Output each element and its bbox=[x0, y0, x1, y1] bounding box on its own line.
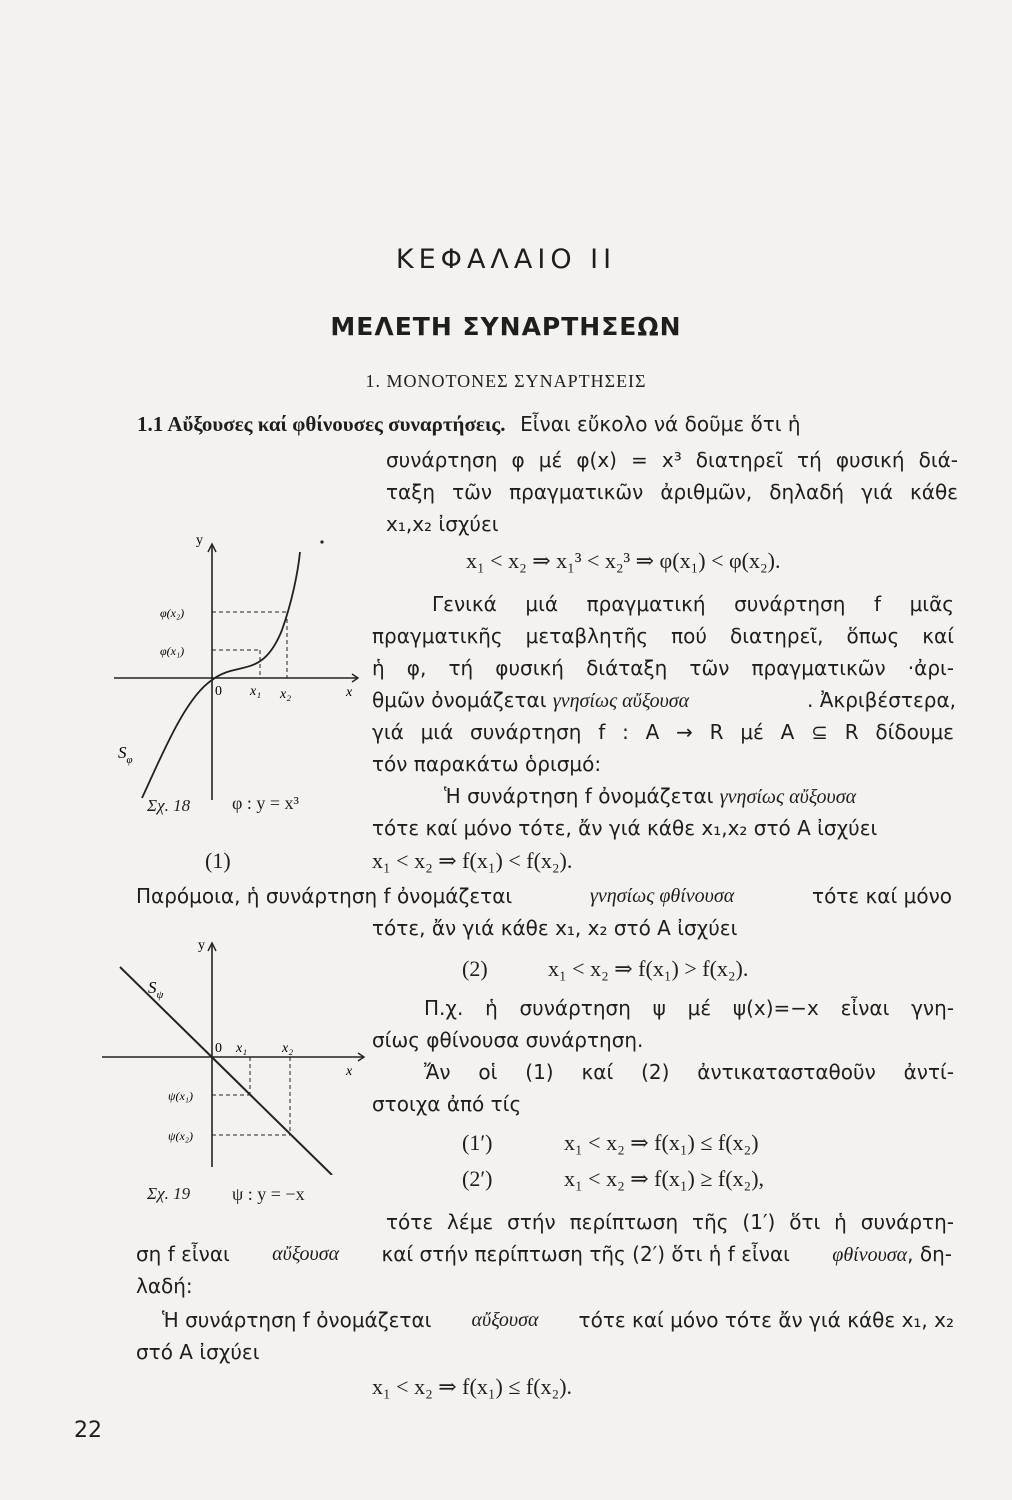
text-line: συνάρτηση φ μέ φ(x) = x³ διατηρεῖ τή φυσική διά- bbox=[386, 448, 958, 472]
emphasis: γνησίως αὔξουσα bbox=[719, 786, 857, 808]
emphasis: γνησίως φθίνουσα bbox=[590, 885, 735, 907]
y-label: y bbox=[198, 938, 205, 953]
text-span: θμῶν ὀνομάζεται bbox=[372, 688, 547, 712]
x1-label: x₁ bbox=[250, 684, 262, 699]
graph-label-sub: ψ bbox=[156, 989, 164, 1001]
formula: x₁ < x₂ ⇒ f(x₁) ≤ f(x₂) bbox=[564, 1130, 759, 1155]
text-line: τότε, ἄν γιά κάθε x₁, x₂ στό A ἰσχύει bbox=[372, 916, 738, 940]
origin-label: 0 bbox=[215, 1041, 222, 1056]
text-line: στό A ἰσχύει bbox=[136, 1340, 260, 1364]
text-line: τότε καί μόνο τότε, ἄν γιά κάθε x₁,x₂ στό A ἰσχύει bbox=[372, 816, 878, 840]
cubic-curve bbox=[142, 552, 300, 798]
section-heading: 1. ΜΟΝΟΤΟΝΕΣ ΣΥΝΑΡΤΗΣΕΙΣ bbox=[365, 371, 647, 391]
chapter-heading: ΚΕΦΑΛΑΙΟ ΙΙ bbox=[395, 244, 617, 275]
text-line bbox=[136, 880, 952, 912]
y-label: y bbox=[196, 533, 203, 548]
text-line: Γενικά μιά πραγματική συνάρτηση f μιᾶς bbox=[432, 592, 954, 616]
subsection-line bbox=[137, 412, 801, 437]
text-span: Ἡ συνάρτηση f ὀνομάζεται bbox=[444, 784, 714, 808]
psi-x2-label: ψ(x₂) bbox=[168, 1129, 193, 1143]
x1-label: x₁ bbox=[236, 1041, 248, 1056]
stray-dot bbox=[320, 540, 323, 543]
text-line: πραγματικῆς μεταβλητῆς πού διατηρεῖ, ὅπως καί bbox=[372, 624, 954, 648]
text-span: Ἡ συνάρτηση f ὀνομάζεται bbox=[162, 1308, 432, 1332]
text-line: x₁,x₂ ἰσχύει bbox=[386, 512, 499, 536]
x-label: x bbox=[346, 685, 353, 700]
formula: x₁ < x₂ ⇒ f(x₁) ≥ f(x₂), bbox=[564, 1166, 765, 1191]
eq-label: (1′) bbox=[462, 1130, 493, 1155]
graph-label-sub: φ bbox=[126, 754, 133, 766]
chapter-title: ΜΕΛΕΤΗ ΣΥΝΑΡΤΗΣΕΩΝ bbox=[330, 312, 682, 341]
text-line: σίως φθίνουσα συνάρτηση. bbox=[372, 1028, 644, 1052]
subsection-heading: 1.1 Αὔξουσες καί φθίνουσες συναρτήσεις. bbox=[137, 412, 506, 436]
emphasis: αὔξουσα bbox=[471, 1309, 539, 1331]
text-line: γιά μιά συνάρτηση f : A → R μέ A ⊆ R δίδουμε bbox=[372, 720, 954, 744]
text-span: . Ἀκριβέστερα, bbox=[807, 688, 956, 712]
text-line bbox=[372, 684, 956, 717]
figure-18-caption-number: Σχ. 18 bbox=[147, 796, 191, 815]
phi-x1-label: φ(x₁) bbox=[160, 644, 185, 658]
text-line: Ἄν οἱ (1) καί (2) ἀντικατασταθοῦν ἀντί- bbox=[424, 1060, 954, 1084]
eq-label: (1) bbox=[205, 848, 231, 873]
x-label: x bbox=[346, 1064, 353, 1079]
figure-19-caption-number: Σχ. 19 bbox=[147, 1184, 191, 1203]
text-line bbox=[444, 780, 856, 813]
formula: x₁ < x₂ ⇒ f(x₁) ≤ f(x₂). bbox=[372, 1374, 573, 1399]
text-line bbox=[136, 1238, 952, 1271]
text-span: Παρόμοια, ἡ συνάρτηση f ὀνομάζεται bbox=[136, 884, 513, 908]
figure-19 bbox=[96, 935, 376, 1175]
text-span: τότε καί μόνο τότε ἄν γιά κάθε x₁, x₂ bbox=[578, 1308, 954, 1332]
x2-label: x₂ bbox=[282, 1041, 294, 1056]
eq-label: (2′) bbox=[462, 1166, 493, 1191]
graph-label-main: S bbox=[148, 978, 157, 997]
formula: x₁ < x₂ ⇒ f(x₁) > f(x₂). bbox=[548, 956, 749, 981]
formula: x₁ < x₂ ⇒ f(x₁) < f(x₂). bbox=[372, 848, 573, 873]
decreasing-line bbox=[120, 967, 332, 1175]
text-line bbox=[162, 1304, 954, 1336]
figure-19-caption-function: ψ : y = −x bbox=[232, 1184, 305, 1204]
text-line: ταξη τῶν πραγματικῶν ἀριθμῶν, δηλαδή γιά κάθε bbox=[386, 480, 958, 504]
text-span: ση f εἶναι bbox=[136, 1242, 230, 1266]
text-line: τόν παρακάτω ὁρισμό: bbox=[372, 752, 602, 776]
text-line: στοιχα ἀπό τίς bbox=[372, 1092, 522, 1116]
page-number: 22 bbox=[74, 1418, 102, 1443]
text-line: Εἶναι εὔκολο νά δοῦμε ὅτι ἡ bbox=[520, 412, 801, 436]
text-line: Π.χ. ἡ συνάρτηση ψ μέ ψ(x)=−x εἶναι γνη- bbox=[424, 996, 954, 1020]
figure-18-caption-function: φ : y = x³ bbox=[232, 793, 299, 813]
emphasis: γνησίως αὔξουσα bbox=[552, 690, 690, 712]
psi-x1-label: ψ(x₁) bbox=[168, 1089, 193, 1103]
text-line: ἡ φ, τή φυσική διάταξη τῶν πραγματικῶν ·ἀρι- bbox=[372, 656, 954, 680]
text-line: τότε λέμε στήν περίπτωση τῆς (1′) ὅτι ἡ συνάρτη- bbox=[386, 1210, 954, 1234]
phi-x2-label: φ(x₂) bbox=[160, 606, 185, 620]
text-span: , δη- bbox=[907, 1242, 952, 1266]
origin-label: 0 bbox=[215, 684, 222, 699]
emphasis: αὔξουσα bbox=[272, 1243, 340, 1265]
graph-label bbox=[118, 743, 133, 766]
figure-18 bbox=[100, 530, 370, 830]
text-span: τότε καί μόνο bbox=[812, 884, 952, 908]
formula: x₁ < x₂ ⇒ x₁³ < x₂³ ⇒ φ(x₁) < φ(x₂). bbox=[466, 548, 781, 573]
text-line: λαδή: bbox=[136, 1274, 193, 1298]
graph-label-main: S bbox=[118, 743, 127, 762]
eq-label: (2) bbox=[462, 956, 488, 981]
text-span: καί στήν περίπτωση τῆς (2′) ὅτι ἡ f εἶναι bbox=[381, 1242, 790, 1266]
x2-label: x₂ bbox=[280, 687, 292, 702]
emphasis: φθίνουσα bbox=[832, 1244, 908, 1266]
